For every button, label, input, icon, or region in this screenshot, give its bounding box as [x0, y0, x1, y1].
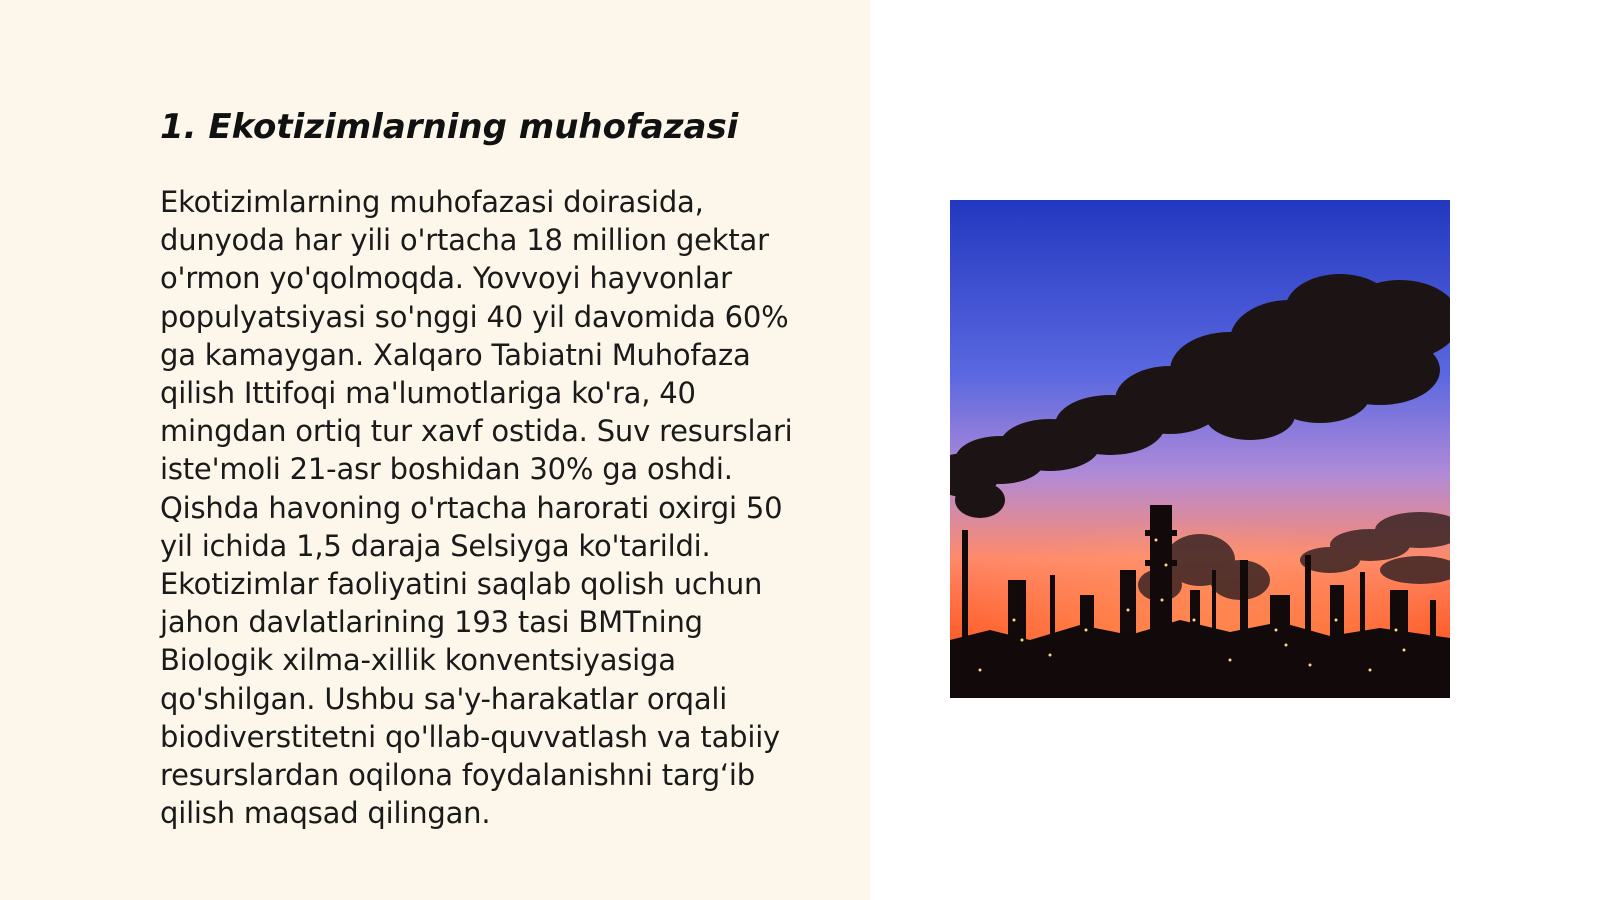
body-line: qilish Ittifoqi ma'lumotlariga ko'ra, 40 [160, 376, 696, 411]
body-line: Qishda havoning o'rtacha harorati oxirgi 50 [160, 490, 783, 525]
body-line: o'rmon yo'qolmoqda. Yovvoyi hayvonlar [160, 261, 732, 296]
body-line: jahon davlatlarining 193 tasi BMTning [160, 605, 703, 640]
body-line: qilish maqsad qilingan. [160, 796, 491, 831]
body-line: iste'moli 21-asr boshidan 30% ga oshdi. [160, 452, 733, 487]
slide-title: 1. Ekotizimlarning muhofazasi [160, 107, 739, 147]
body-line: Ekotizimlar faoliyatini saqlab qolish uchun [160, 567, 763, 602]
factory-smoke-illustration [950, 200, 1450, 698]
body-line: resurslardan oqilona foydalanishni targ‘ib [160, 758, 755, 793]
body-line: dunyoda har yili o'rtacha 18 million gektar [160, 223, 769, 258]
body-line: ga kamaygan. Xalqaro Tabiatni Muhofaza [160, 337, 751, 372]
body-line: mingdan ortiq tur xavf ostida. Suv resurslari [160, 414, 793, 449]
body-line: Ekotizimlarning muhofazasi doirasida, [160, 185, 704, 219]
body-line: yil ichida 1,5 daraja Selsiyga ko'tarildi. [160, 528, 711, 563]
body-line: Biologik xilma-xillik konventsiyasiga [160, 643, 676, 678]
slide-body-text [160, 183, 840, 832]
body-line: qo'shilgan. Ushbu sa'y-harakatlar orqali [160, 681, 728, 716]
factory-smoke-photo [950, 200, 1450, 698]
body-line: biodiverstitetni qo'llab-quvvatlash va tabiiy [160, 719, 781, 754]
body-line: populyatsiyasi so'nggi 40 yil davomida 60% [160, 299, 789, 334]
